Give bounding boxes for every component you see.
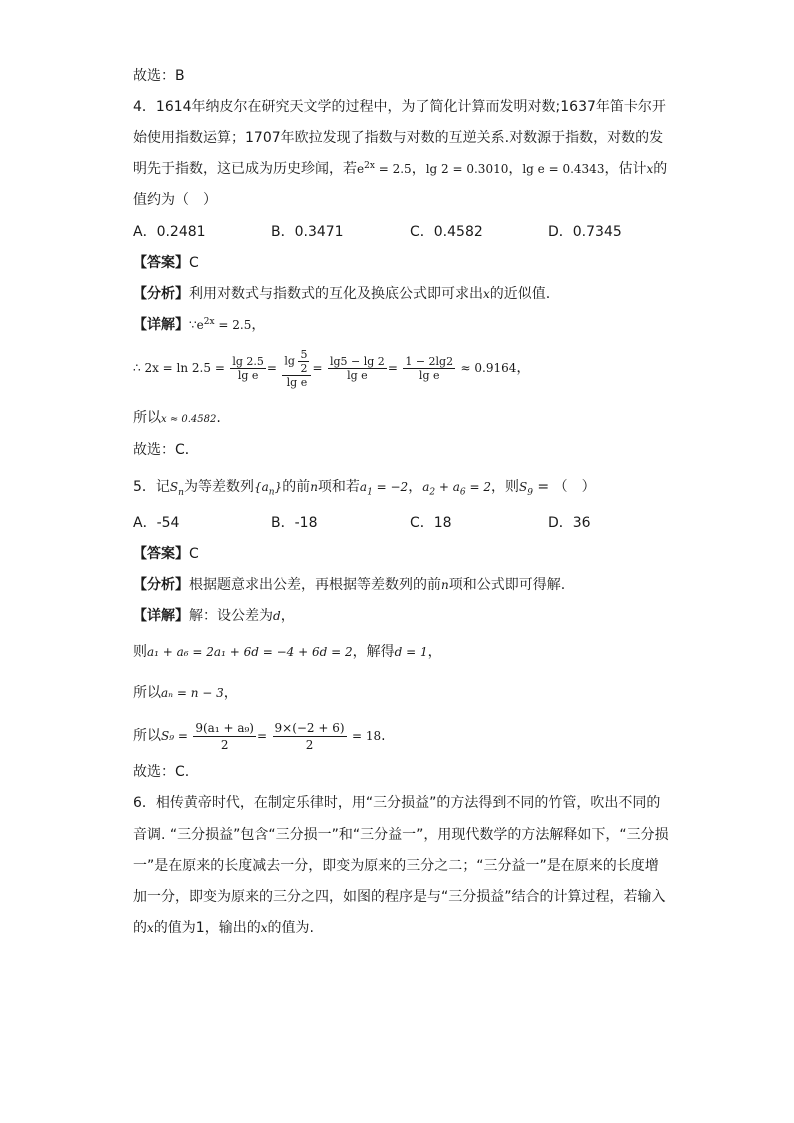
q4-calculation: ∴ 2x = ln 2.5 = $\frac{\lg 2.5}{\text{lg e}}$ = lg $\frac{5}{2}$ lg e = $\frac{\lg 5 - \lg 2}{\text{lg e}}$ = $\frac{1 - 2\lg 2}{\text{lg e}}$ ≈ 0.9164， [133, 347, 531, 389]
q4-stem-line-2: 始使用指数运算；1707年欧拉发现了指数与对数的互逆关系.对数源于指数，对数的发 [133, 130, 664, 146]
q5-option-b: B．-18 [271, 515, 318, 531]
q4-option-c: C．0.4582 [410, 224, 483, 240]
q5-final: 故选：C. [133, 764, 190, 780]
q5-equation-2: 所以aₙ = n − 3， [133, 685, 238, 701]
q5-equation-3: 所以S₉ = $\frac{\text{9(a₁ + a₉)}}{2}$ = $\frac{9\times(-2 + 6)}{2}$ = 18. [133, 720, 386, 752]
q5-detail: 【详解】解：设公差为d， [133, 608, 295, 624]
q6-line-5: 的x的值为1，输出的x的值为. [133, 920, 314, 936]
fraction-1: $\frac{\lg 2.5}{\text{lg e}}$ [232, 354, 264, 382]
fraction-3: $\frac{\lg 5 - \lg 2}{\text{lg e}}$ [329, 354, 385, 382]
q3-answer-line: 故选：B [133, 68, 185, 84]
q4-option-d: D．0.7345 [548, 224, 622, 240]
q5-option-a: A．-54 [133, 515, 180, 531]
q4-option-b: B．0.3471 [271, 224, 344, 240]
q6-line-1: 6．相传黄帝时代，在制定乐律时，用“三分损益”的方法得到不同的竹管，吹出不同的 [133, 795, 661, 811]
q5-option-c: C．18 [410, 515, 452, 531]
q4-so-line: 所以x ≈ 0.4582. [133, 410, 221, 426]
q5-stem: 5．记$S_n$为等差数列$\{a_n\}$的前n项和若$a_1 = -2$，$a_2 + a_6 = 2$，则$S_9$ = （ ） [133, 479, 596, 498]
q5-option-d: D．36 [548, 515, 591, 531]
fraction-2: lg $\frac{5}{2}$ lg e [282, 348, 311, 389]
fraction-s9-1: $\frac{\text{9(a₁ + a₉)}}{2}$ [195, 720, 254, 752]
q4-stem-line-4: 值约为（ ） [133, 192, 217, 208]
q5-answer: 【答案】C [133, 546, 199, 562]
q4-analysis: 【分析】利用对数式与指数式的互化及换底公式即可求出x的近似值. [133, 286, 551, 302]
q5-analysis: 【分析】根据题意求出公差，再根据等差数列的前n项和公式即可得解. [133, 577, 566, 593]
q6-line-2: 音调. “三分损益”包含“三分损一”和“三分益一”，用现代数学的方法解释如下，“三分损 [133, 827, 669, 843]
q4-option-a: A．0.2481 [133, 224, 206, 240]
q6-line-3: 一”是在原来的长度减去一分，即变为原来的三分之二；“三分益一”是在原来的长度增 [133, 858, 659, 874]
q5-equation-1: 则a₁ + a₆ = 2a₁ + 6d = −4 + 6d = 2，解得d = 1， [133, 644, 442, 660]
q4-answer: 【答案】C [133, 255, 199, 271]
fraction-s9-2: $\frac{9\times(-2 + 6)}{2}$ [274, 720, 345, 752]
q4-final: 故选：C． [133, 442, 199, 458]
q4-stem-line-3: 明先于指数，这已成为历史珍闻，若$e^{2x} = 2.5$，lg 2 = 0.3010，lg e = 0.4343，估计x的 [133, 161, 668, 177]
fraction-4: $\frac{1 - 2\lg 2}{\text{lg e}}$ [405, 354, 454, 382]
q4-detail: 【详解】$\because e^{2x} = 2.5$， [133, 317, 266, 333]
q4-stem-line-1: 4．1614年纳皮尔在研究天文学的过程中，为了简化计算而发明对数;1637年笛卡尔开 [133, 99, 666, 115]
q6-line-4: 加一分，即变为原来的三分之四，如图的程序是与“三分损益”结合的计算过程，若输入 [133, 889, 666, 905]
